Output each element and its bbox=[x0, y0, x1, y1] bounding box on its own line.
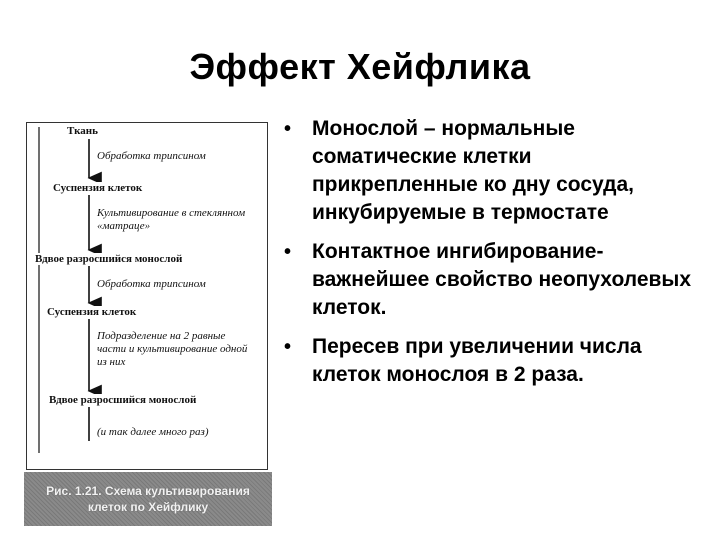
figure-caption bbox=[24, 472, 272, 526]
caption-line: Рис. 1.21. Схема культивирования bbox=[46, 484, 250, 498]
bullet-marker: • bbox=[284, 118, 292, 140]
bullet-text: Пересев при увеличении числа клеток монослоя в 2 раза. bbox=[312, 335, 642, 386]
bullet-item bbox=[282, 238, 702, 322]
slide-title: Эффект Хейфлика bbox=[189, 46, 531, 87]
figure-caption-text bbox=[33, 483, 263, 515]
bullet-list bbox=[282, 115, 702, 400]
culture-scheme-figure bbox=[24, 120, 272, 526]
bullet-marker: • bbox=[284, 336, 292, 358]
flow-label-monolayer-2: Вдвое разросшийся монослой bbox=[49, 394, 197, 406]
bullet-item bbox=[282, 333, 702, 389]
flow-label-tissue: Ткань bbox=[67, 125, 98, 137]
flow-step-division: Подразделение на 2 равные части и культивирование одной из них bbox=[97, 330, 248, 368]
flow-label-suspension-2: Суспензия клеток bbox=[47, 306, 137, 318]
caption-line: клеток по Хейфлику bbox=[87, 500, 209, 514]
bullet-text: Монослой – нормальные соматические клетки прикрепленные ко дну сосуда, инкубируемые в термостате bbox=[312, 117, 635, 224]
bullet-marker: • bbox=[284, 241, 292, 263]
flow-step-trypsin-2: Обработка трипсином bbox=[97, 278, 206, 290]
flow-label-suspension: Суспензия клеток bbox=[53, 182, 143, 194]
flow-step-repeat: (и так далее много раз) bbox=[97, 426, 209, 438]
flow-arrows bbox=[27, 123, 267, 469]
bullet-text: Контактное ингибирование- важнейшее свойство неопухолевых клеток. bbox=[312, 240, 692, 319]
flow-label-monolayer: Вдвое разросшийся монослой bbox=[35, 253, 183, 265]
bullet-item bbox=[282, 115, 702, 227]
flow-step-trypsin: Обработка трипсином bbox=[97, 150, 206, 162]
flow-step-cultivation: Культивирование в стеклянном «матраце» bbox=[97, 207, 246, 232]
scheme-frame bbox=[26, 122, 268, 470]
